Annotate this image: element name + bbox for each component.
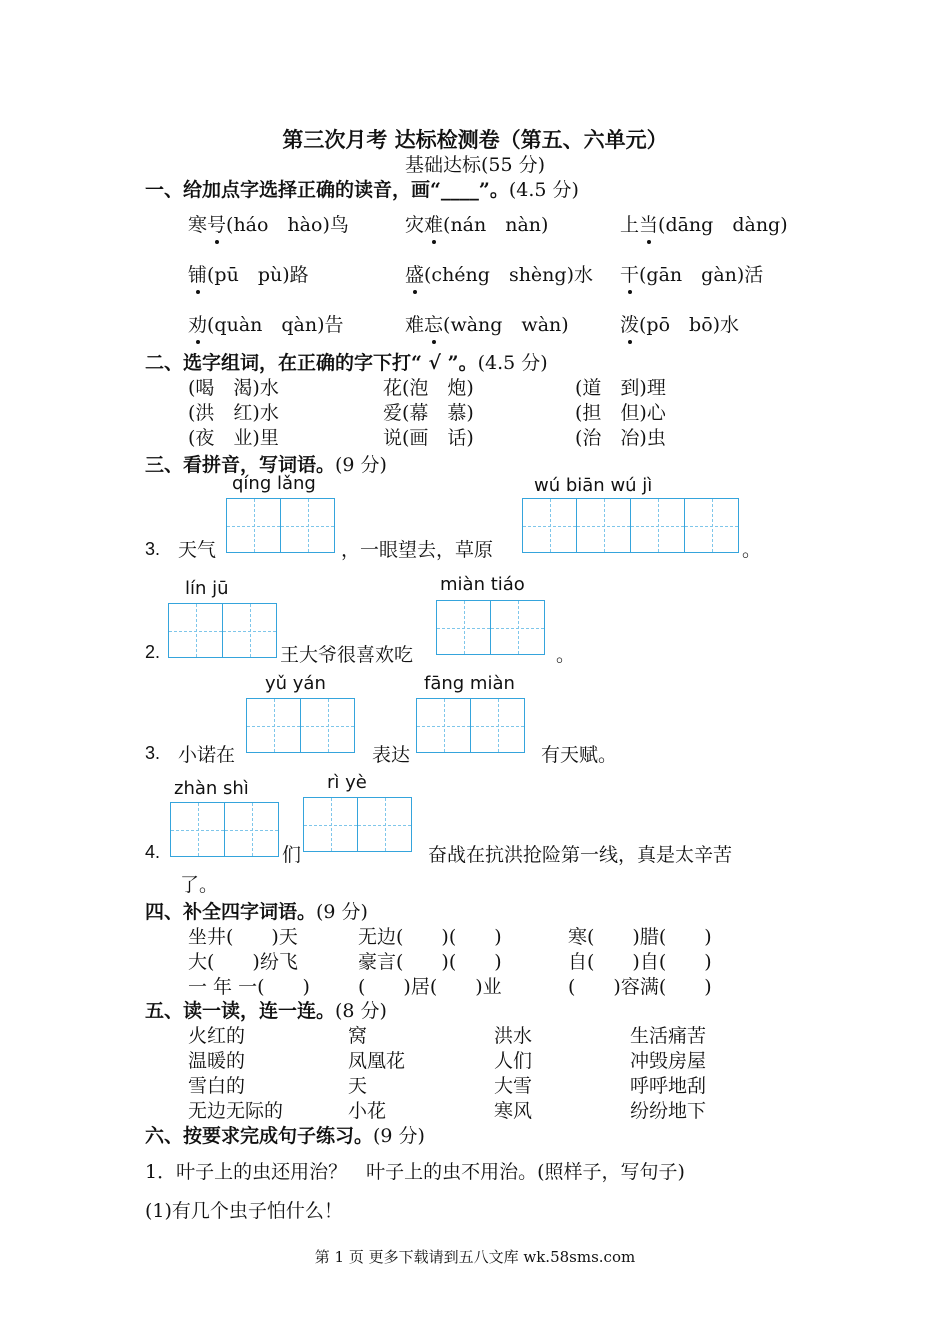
dotted-character: 忘 <box>424 310 443 337</box>
pinyin-wubianwuji: wú biān wú jì <box>534 475 653 496</box>
word-choice-item: (治 冶)虫 <box>575 427 666 449</box>
page-footer: 第 1 页 更多下载请到五八文库 wk.58sms.com <box>314 1248 636 1266</box>
section-6-line-2: (1)有几个虫子怕什么！ <box>145 1200 343 1222</box>
pinyin-miantiao: miàn tiáo <box>440 574 525 595</box>
reading-item <box>620 310 739 337</box>
dotted-character: 泼 <box>620 310 639 337</box>
dotted-character: 当 <box>639 210 658 237</box>
q2-text-2: 。 <box>556 644 576 666</box>
section-2-heading: 二、选字组词，在正确的字下打“ √ ”。(4.5 分) <box>145 352 548 374</box>
pinyin-qinglang: qíng lǎng <box>232 473 316 494</box>
idiom-item: 豪言( )( ) <box>358 951 502 973</box>
q2-number: 2. <box>145 642 161 662</box>
idiom-item: 大( )纷飞 <box>188 951 298 973</box>
section-3-heading: 三、看拼音，写词语。(9 分) <box>145 454 387 476</box>
item-prefix: 上 <box>620 214 640 236</box>
item-options: (háo hào)鸟 <box>226 214 349 236</box>
q4-number: 4. <box>145 842 161 862</box>
reading-item <box>620 260 763 287</box>
match-word: 火红的 <box>188 1025 246 1047</box>
dotted-character: 劝 <box>188 310 207 337</box>
item-options: (nán nàn) <box>443 214 549 236</box>
word-choice-item: (道 到)理 <box>575 377 666 399</box>
reading-item <box>620 210 788 237</box>
word-choice-item: 爱(幕 慕) <box>383 402 474 424</box>
reading-item <box>405 210 548 237</box>
idiom-item: ( )居( )业 <box>358 976 502 998</box>
match-word: 冲毁房屋 <box>630 1050 707 1072</box>
idiom-item: 无边( )( ) <box>358 926 502 948</box>
item-prefix: 寒 <box>188 214 208 236</box>
writing-grid-q3b[interactable] <box>416 698 525 753</box>
item-options: (dāng dàng) <box>658 214 788 236</box>
match-word: 温暖的 <box>188 1050 246 1072</box>
word-choice-item: (喝 渴)水 <box>188 377 279 399</box>
pinyin-yuyan: yǔ yán <box>265 673 326 694</box>
match-word: 呼呼地刮 <box>630 1075 707 1097</box>
reading-item <box>188 310 344 337</box>
writing-grid-q3a[interactable] <box>246 698 355 753</box>
q3-text-2: 表达 <box>372 744 411 766</box>
pinyin-linju: lín jū <box>185 578 229 599</box>
match-word: 纷纷地下 <box>630 1100 707 1122</box>
match-word: 无边无际的 <box>188 1100 284 1122</box>
idiom-item: 坐井( )天 <box>188 926 298 948</box>
writing-grid-q2b[interactable] <box>436 600 545 655</box>
idiom-item: ( )容满( ) <box>568 976 712 998</box>
idiom-item: 寒( )腊( ) <box>568 926 712 948</box>
item-options: (pō bō)水 <box>639 314 740 336</box>
q3-text-1: 小诺在 <box>178 744 236 766</box>
idiom-item: 自( )自( ) <box>568 951 712 973</box>
dotted-character: 盛 <box>405 260 424 287</box>
section-5-heading: 五、读一读，连一连。(8 分) <box>145 1000 387 1022</box>
word-choice-item: (洪 红)水 <box>188 402 279 424</box>
q1-number: 3. <box>145 539 161 559</box>
match-word: 生活痛苦 <box>630 1025 707 1047</box>
item-options: (pū pù)路 <box>207 264 309 286</box>
match-word: 寒风 <box>494 1100 533 1122</box>
match-word: 人们 <box>494 1050 533 1072</box>
pinyin-riye: rì yè <box>327 772 367 793</box>
word-choice-item: (夜 业)里 <box>188 427 279 449</box>
match-word: 大雪 <box>494 1075 533 1097</box>
word-choice-item: 花(泡 炮) <box>383 377 474 399</box>
q2-text-1: 王大爷很喜欢吃 <box>280 644 414 666</box>
q1-text-2: ，一眼望去，草原 <box>341 539 494 561</box>
q4-text-1: 们 <box>282 844 302 866</box>
page-title: 第三次月考 达标检测卷（第五、六单元） <box>282 127 668 152</box>
dotted-character: 号 <box>207 210 226 237</box>
writing-grid-q1b[interactable] <box>522 498 739 553</box>
item-options: (wàng wàn) <box>443 314 569 336</box>
item-prefix: 难 <box>405 314 425 336</box>
match-word: 雪白的 <box>188 1075 246 1097</box>
q3-text-3: 有天赋。 <box>541 744 618 766</box>
section-6-heading: 六、按要求完成句子练习。(9 分) <box>145 1125 425 1147</box>
dotted-character: 铺 <box>188 260 207 287</box>
section-6-line-1: 1．叶子上的虫还用治？ 叶子上的虫不用治。(照样子，写句子) <box>145 1161 685 1183</box>
section-1-heading: 一、给加点字选择正确的读音，画“____”。(4.5 分) <box>145 179 579 201</box>
writing-grid-q1a[interactable] <box>226 498 335 553</box>
item-options: (quàn qàn)告 <box>207 314 344 336</box>
q1-text-3: 。 <box>742 539 762 561</box>
match-word: 天 <box>348 1075 368 1097</box>
q3-number: 3. <box>145 743 161 763</box>
match-word: 小花 <box>348 1100 387 1122</box>
dotted-character: 干 <box>620 260 639 287</box>
match-word: 洪水 <box>494 1025 533 1047</box>
item-options: (chéng shèng)水 <box>424 264 593 286</box>
pinyin-zhanshi: zhàn shì <box>174 778 249 799</box>
page-subtitle: 基础达标(55 分) <box>404 154 546 176</box>
reading-item <box>188 210 349 237</box>
writing-grid-q2a[interactable] <box>168 603 277 658</box>
match-word: 凤凰花 <box>348 1050 406 1072</box>
item-options: (gān gàn)活 <box>639 264 764 286</box>
q4-text-3: 了。 <box>180 874 219 896</box>
pinyin-fangmian: fāng miàn <box>424 673 515 694</box>
q4-text-2: 奋战在抗洪抢险第一线，真是太辛苦 <box>428 844 733 866</box>
reading-item <box>405 310 569 337</box>
section-4-heading: 四、补全四字词语。(9 分) <box>145 901 368 923</box>
word-choice-item: 说(画 话) <box>383 427 474 449</box>
idiom-item: 一 年 一( ) <box>188 976 310 998</box>
item-prefix: 灾 <box>405 214 425 236</box>
dotted-character: 难 <box>424 210 443 237</box>
reading-item <box>188 260 309 287</box>
writing-grid-q4b[interactable] <box>303 797 412 852</box>
match-word: 窝 <box>348 1025 368 1047</box>
writing-grid-q4a[interactable] <box>170 802 279 857</box>
word-choice-item: (担 但)心 <box>575 402 666 424</box>
q1-text-1: 天气 <box>178 539 217 561</box>
reading-item <box>405 260 593 287</box>
